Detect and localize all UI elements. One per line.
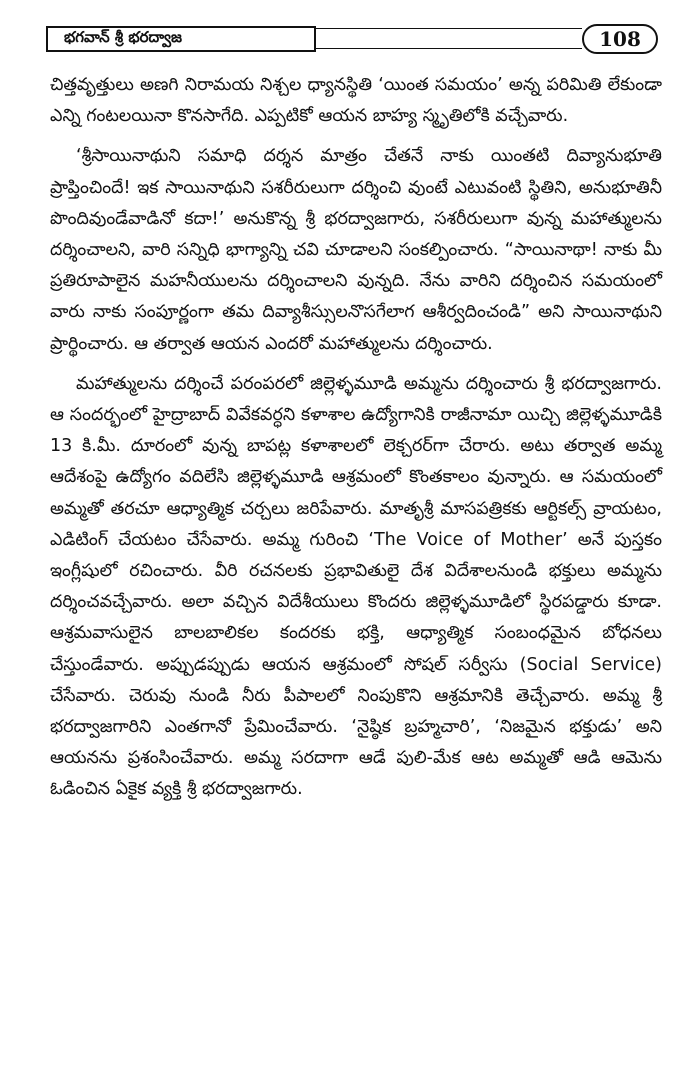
book-title: భగవాన్ శ్రీ భరద్వాజ xyxy=(64,28,182,46)
header-rule-bottom xyxy=(316,48,582,49)
paragraph-1: చిత్తవృత్తులు అణగి నిరామయ నిశ్చల ధ్యానస్థితి ‘యింత సమయం’ అన్న పరిమితి లేకుండా ఎన్ని గంటలయినా కొనసాగేది. ఎప్పటికో ఆయన బాహ్య స్మృతిలోకి వచ్చేవారు. xyxy=(50,75,662,127)
book-title-box xyxy=(46,26,316,52)
page-number: 108 xyxy=(599,27,641,51)
running-header xyxy=(46,26,658,56)
paragraph-3: మహాత్ములను దర్శించే పరంపరలో జిల్లెళ్ళమూడి అమ్మను దర్శించారు శ్రీ భరద్వాజగారు. ఆ సందర్భంలో హైద్రాబాద్ వివేకవర్ధని కళాశాల ఉద్యోగానికి రాజీనామా యిచ్చి జిల్లెళ్ళమూడికి 13 కి.మీ. దూరంలో వున్న బాపట్ల కళాశాలలో లెక్చరర్‌గా చేరారు. అటు తర్వాత అమ్మ ఆదేశంపై ఉద్యోగం వదిలేసి జిల్లెళ్ళమూడి ఆశ్రమంలో కొంతకాలం వున్నారు. ఆ సమయంలో అమ్మతో తరచూ ఆధ్యాత్మిక చర్చలు జరిపేవారు. మాతృశ్రీ మాసపత్రికకు ఆర్టికల్స్ వ్రాయటం, ఎడిటింగ్ చేయటం చేసేవారు. అమ్మ గురించి ‘The Voice of Mother’ అనే పుస్తకం ఇంగ్లీషులో రచించారు. వీరి రచనలకు ప్రభావితులై దేశ విదేశాలనుండి భక్తులు అమ్మను దర్శించవచ్చేవారు. అలా వచ్చిన విదేశీయులు కొందరు జిల్లెళ్ళమూడిలో స్థిరపడ్డారు కూడా. ఆశ్రమవాసులైన బాలబాలికల కందరకు భక్తి, ఆధ్యాత్మిక సంబంధమైన బోధనలు చేస్తుండేవారు. అప్పుడప్పుడు ఆయన ఆశ్రమంలో సోషల్ సర్వీసు (Social Service) చేసేవారు. చెరువు నుండి నీరు పీపాలలో నింపుకొని ఆశ్రమానికి తెచ్చేవారు. అమ్మ శ్రీ భరద్వాజగారిని ఎంతగానో ప్రేమించేవారు. ‘నైష్ఠిక బ్రహ్మచారి’, ‘నిజమైన భక్తుడు’ అని ఆయనను ప్రశంసించేవారు. అమ్మ సరదాగా ఆడే పులి-మేక ఆట అమ్మతో ఆడి ఆమెను ఓడించిన ఏకైక వ్యక్తి శ్రీ భరద్వాజగారు. xyxy=(50,373,662,800)
page-body xyxy=(50,70,662,815)
page-number-badge xyxy=(582,24,658,54)
paragraph-2: ‘శ్రీసాయినాథుని సమాధి దర్శన మాత్రం చేతనే నాకు యింతటి దివ్యానుభూతి ప్రాప్తించిందే! ఇక సాయినాథుని సశరీరులుగా దర్శించి వుంటే ఎటువంటి స్థితిని, అనుభూతినీ పొందివుండేవాడినో కదా!’ అనుకొన్న శ్రీ భరద్వాజగారు, సశరీరులుగా వున్న మహాత్ములను దర్శించాలని, వారి సన్నిధి భాగ్యాన్ని చవి చూడాలని సంకల్పించారు. “సాయినాథా! నాకు మీ ప్రతిరూపాలైన మహనీయులను దర్శించాలని వున్నది. నేను వారిని దర్శించిన సమయంలో వారు నాకు సంపూర్ణంగా తమ దివ్యాశీస్సులనొసగేలాగ ఆశీర్వదించండి” అని సాయినాథుని ప్రార్థించారు. ఆ తర్వాత ఆయన ఎందరో మహాత్ములను దర్శించారు. xyxy=(50,146,662,354)
header-rule-top xyxy=(316,28,582,29)
